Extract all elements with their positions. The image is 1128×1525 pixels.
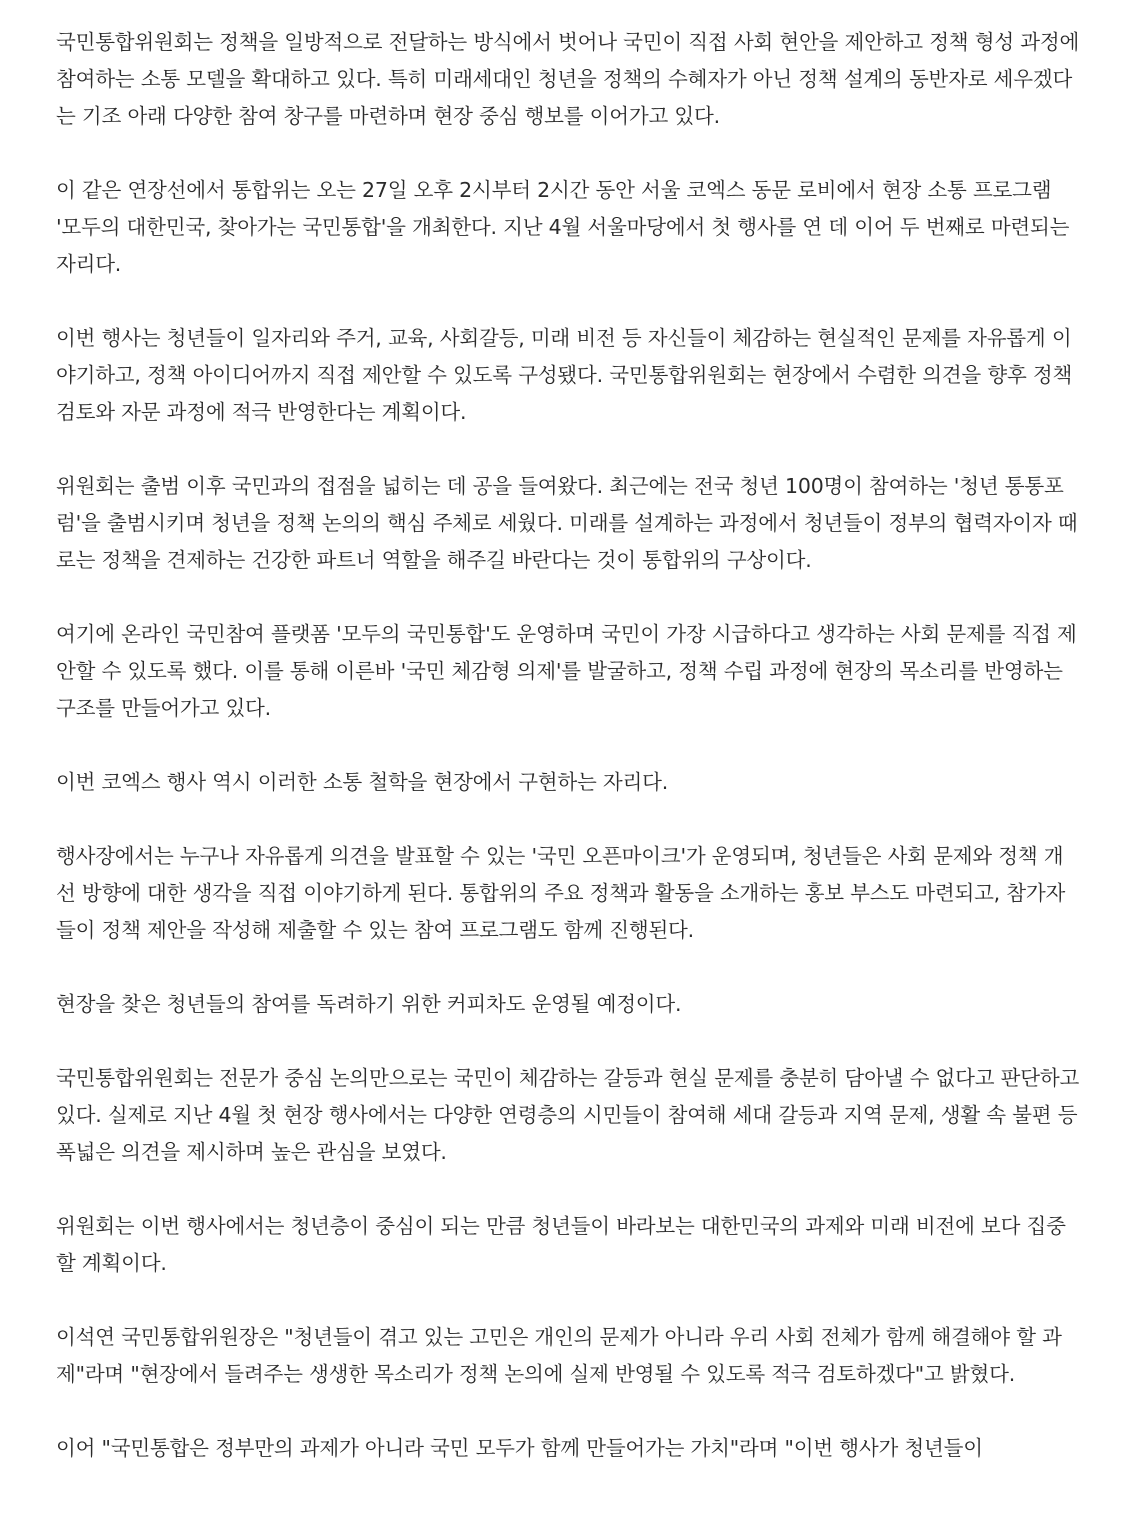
paragraph-6: 이번 코엑스 행사 역시 이러한 소통 철학을 현장에서 구현하는 자리다. xyxy=(56,770,669,794)
paragraph-9: 국민통합위원회는 전문가 중심 논의만으로는 국민이 체감하는 갈등과 현실 문제를 충분히 담아낼 수 없다고 판단하고 있다. 실제로 지난 4월 첫 현장 행사에서는 다양한 연령층의 시민들이 참여해 세대 갈등과 지역 문제, 생활 속 불편 등 폭넓은 의견을 제시하며 높은 관심을 보였다. xyxy=(56,1066,1080,1164)
paragraph-4: 위원회는 출범 이후 국민과의 접점을 넓히는 데 공을 들여왔다. 최근에는 전국 청년 100명이 참여하는 '청년 통통포럼'을 출범시키며 청년을 정책 논의의 핵심 주체로 세웠다. 미래를 설계하는 과정에서 청년들이 정부의 협력자이자 때로는 정책을 견제하는 건강한 파트너 역할을 해주길 바란다는 것이 통합위의 구상이다. xyxy=(56,474,1078,572)
paragraph-11: 이석연 국민통합위원장은 "청년들이 겪고 있는 고민은 개인의 문제가 아니라 우리 사회 전체가 함께 해결해야 할 과제"라며 "현장에서 들려주는 생생한 목소리가 정책 논의에 실제 반영될 수 있도록 적극 검토하겠다"고 밝혔다. xyxy=(56,1325,1062,1386)
article-body xyxy=(56,24,1080,1504)
paragraph-1: 국민통합위원회는 정책을 일방적으로 전달하는 방식에서 벗어나 국민이 직접 사회 현안을 제안하고 정책 형성 과정에 참여하는 소통 모델을 확대하고 있다. 특히 미래세대인 청년을 정책의 수혜자가 아닌 정책 설계의 동반자로 세우겠다는 기조 아래 다양한 참여 창구를 마련하며 현장 중심 행보를 이어가고 있다. xyxy=(56,30,1080,128)
paragraph-12: 이어 "국민통합은 정부만의 과제가 아니라 국민 모두가 함께 만들어가는 가치"라며 "이번 행사가 청년들이 xyxy=(56,1436,983,1460)
paragraph-10: 위원회는 이번 행사에서는 청년층이 중심이 되는 만큼 청년들이 바라보는 대한민국의 과제와 미래 비전에 보다 집중할 계획이다. xyxy=(56,1214,1066,1275)
paragraph-5: 여기에 온라인 국민참여 플랫폼 '모두의 국민통합'도 운영하며 국민이 가장 시급하다고 생각하는 사회 문제를 직접 제안할 수 있도록 했다. 이를 통해 이른바 '국민 체감형 의제'를 발굴하고, 정책 수립 과정에 현장의 목소리를 반영하는 구조를 만들어가고 있다. xyxy=(56,622,1077,720)
paragraph-3: 이번 행사는 청년들이 일자리와 주거, 교육, 사회갈등, 미래 비전 등 자신들이 체감하는 현실적인 문제를 자유롭게 이야기하고, 정책 아이디어까지 직접 제안할 수 있도록 구성됐다. 국민통합위원회는 현장에서 수렴한 의견을 향후 정책 검토와 자문 과정에 적극 반영한다는 계획이다. xyxy=(56,326,1073,424)
paragraph-2: 이 같은 연장선에서 통합위는 오는 27일 오후 2시부터 2시간 동안 서울 코엑스 동문 로비에서 현장 소통 프로그램 '모두의 대한민국, 찾아가는 국민통합'을 개최한다. 지난 4월 서울마당에서 첫 행사를 연 데 이어 두 번째로 마련되는 자리다. xyxy=(56,178,1070,276)
paragraph-8: 현장을 찾은 청년들의 참여를 독려하기 위한 커피차도 운영될 예정이다. xyxy=(56,992,682,1016)
paragraph-7: 행사장에서는 누구나 자유롭게 의견을 발표할 수 있는 '국민 오픈마이크'가 운영되며, 청년들은 사회 문제와 정책 개선 방향에 대한 생각을 직접 이야기하게 된다. 통합위의 주요 정책과 활동을 소개하는 홍보 부스도 마련되고, 참가자들이 정책 제안을 작성해 제출할 수 있는 참여 프로그램도 함께 진행된다. xyxy=(56,844,1066,942)
